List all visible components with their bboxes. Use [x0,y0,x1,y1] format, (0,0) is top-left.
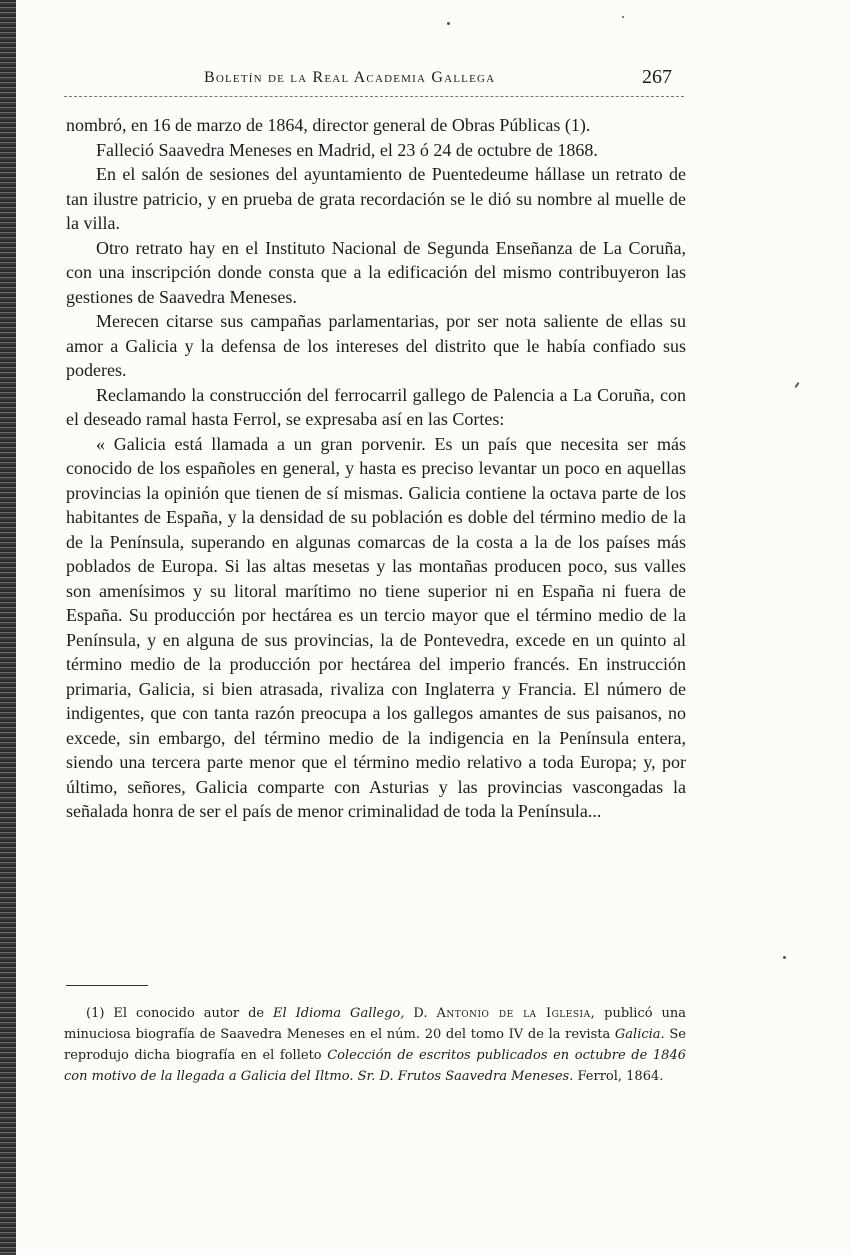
footnote-text: (1) El conocido autor de El Idioma Gallego, D. Antonio de la Iglesia, publicó una minuciosa biografía de Saavedra Meneses en el núm. 20 del tomo IV de la revista Galicia. Se reprodujo dicha biografía en el folleto Colección de escritos publicados en octubre de 1846 con motivo de la llegada a Galicia del Iltmo. Sr. D. Frutos Saavedra Meneses. Ferrol, 1864. [64,1006,687,1084]
paper-speck [447,22,450,25]
paper-speck [622,16,624,18]
italic-title: Colección de escritos publicados en octubre de 1846 con motivo de la llegada a Galicia del Iltmo. Sr. D. Frutos Saavedra Meneses. [64,1048,686,1084]
footnote-rule [66,985,148,986]
footnote [64,1003,686,1087]
paragraph: Falleció Saavedra Meneses en Madrid, el 23 ó 24 de octubre de 1868. [96,139,598,160]
paragraph: Merecen citarse sus campañas parlamentarias, por ser nota saliente de ellas su amor a Galicia y la defensa de los intereses del distrito que le había confiado sus poderes. [66,311,686,380]
paragraph: nombró, en 16 de marzo de 1864, director general de Obras Públicas (1). [66,115,591,135]
italic-title: El Idioma Gallego, [273,1006,405,1021]
quotation-paragraph: « Galicia está llamada a un gran porvenir. Es un país que necesita ser más conocido de los españoles en general, y hasta es preciso levantar un poco en aquellas provincias la opinión que tienen de sí mismas. Galicia contiene la octava parte de los habitantes de España, y la densidad de su población es doble del término medio de la de la Península, superando en algunas comarcas de la costa a la de los países más poblados de Europa. Si las altas mesetas y las montañas producen poco, sus valles son amenísimos y su litoral marítimo no tiene superior ni en España ni fuera de España. Su producción por hectárea es un tercio mayor que el término medio de la Península, y en alguna de sus provincias, la de Pontevedra, excede en un quinto al término medio de la producción por hectárea del imperio francés. En instrucción primaria, Galicia, si bien atrasada, rivaliza con Inglaterra y Francia. El número de indigentes, que con tanta razón preocupa a los gallegos amantes de sus paisanos, no excede, sin embargo, del término medio de la indigencia en la Península entera, siendo una tercera parte menor que el término medio relativo a toda Europa; y, por último, señores, Galicia comparte con Asturias y las provincias vascongadas la señalada honra de ser el país de menor criminalidad de toda la Península... [66,433,686,821]
author-name: Antonio de la Iglesia, [436,1006,596,1021]
running-title: Boletín de la Real Academia Gallega [204,69,496,86]
paper-speck [794,382,799,388]
page-number: 267 [642,66,672,88]
paragraph: En el salón de sesiones del ayuntamiento de Puentedeume hállase un retrato de tan ilustre patricio, y en prueba de grata recordación se le dió su nombre al muelle de la villa. [66,164,686,233]
main-text [66,113,686,824]
paper-speck [783,956,786,959]
footnote-marker: (1) [86,1006,105,1021]
book-binding-edge [0,0,16,1255]
italic-title: Galicia. [614,1027,665,1042]
paragraph: Reclamando la construcción del ferrocarril gallego de Palencia a La Coruña, con el deseado ramal hasta Ferrol, se expresaba así en las Cortes: [66,384,686,429]
paragraph: Otro retrato hay en el Instituto Nacional de Segunda Enseñanza de La Coruña, con una inscripción donde consta que a la edificación del mismo contribuyeron las gestiones de Saavedra Meneses. [66,237,686,307]
page-header [200,66,684,96]
header-rule [64,96,684,97]
